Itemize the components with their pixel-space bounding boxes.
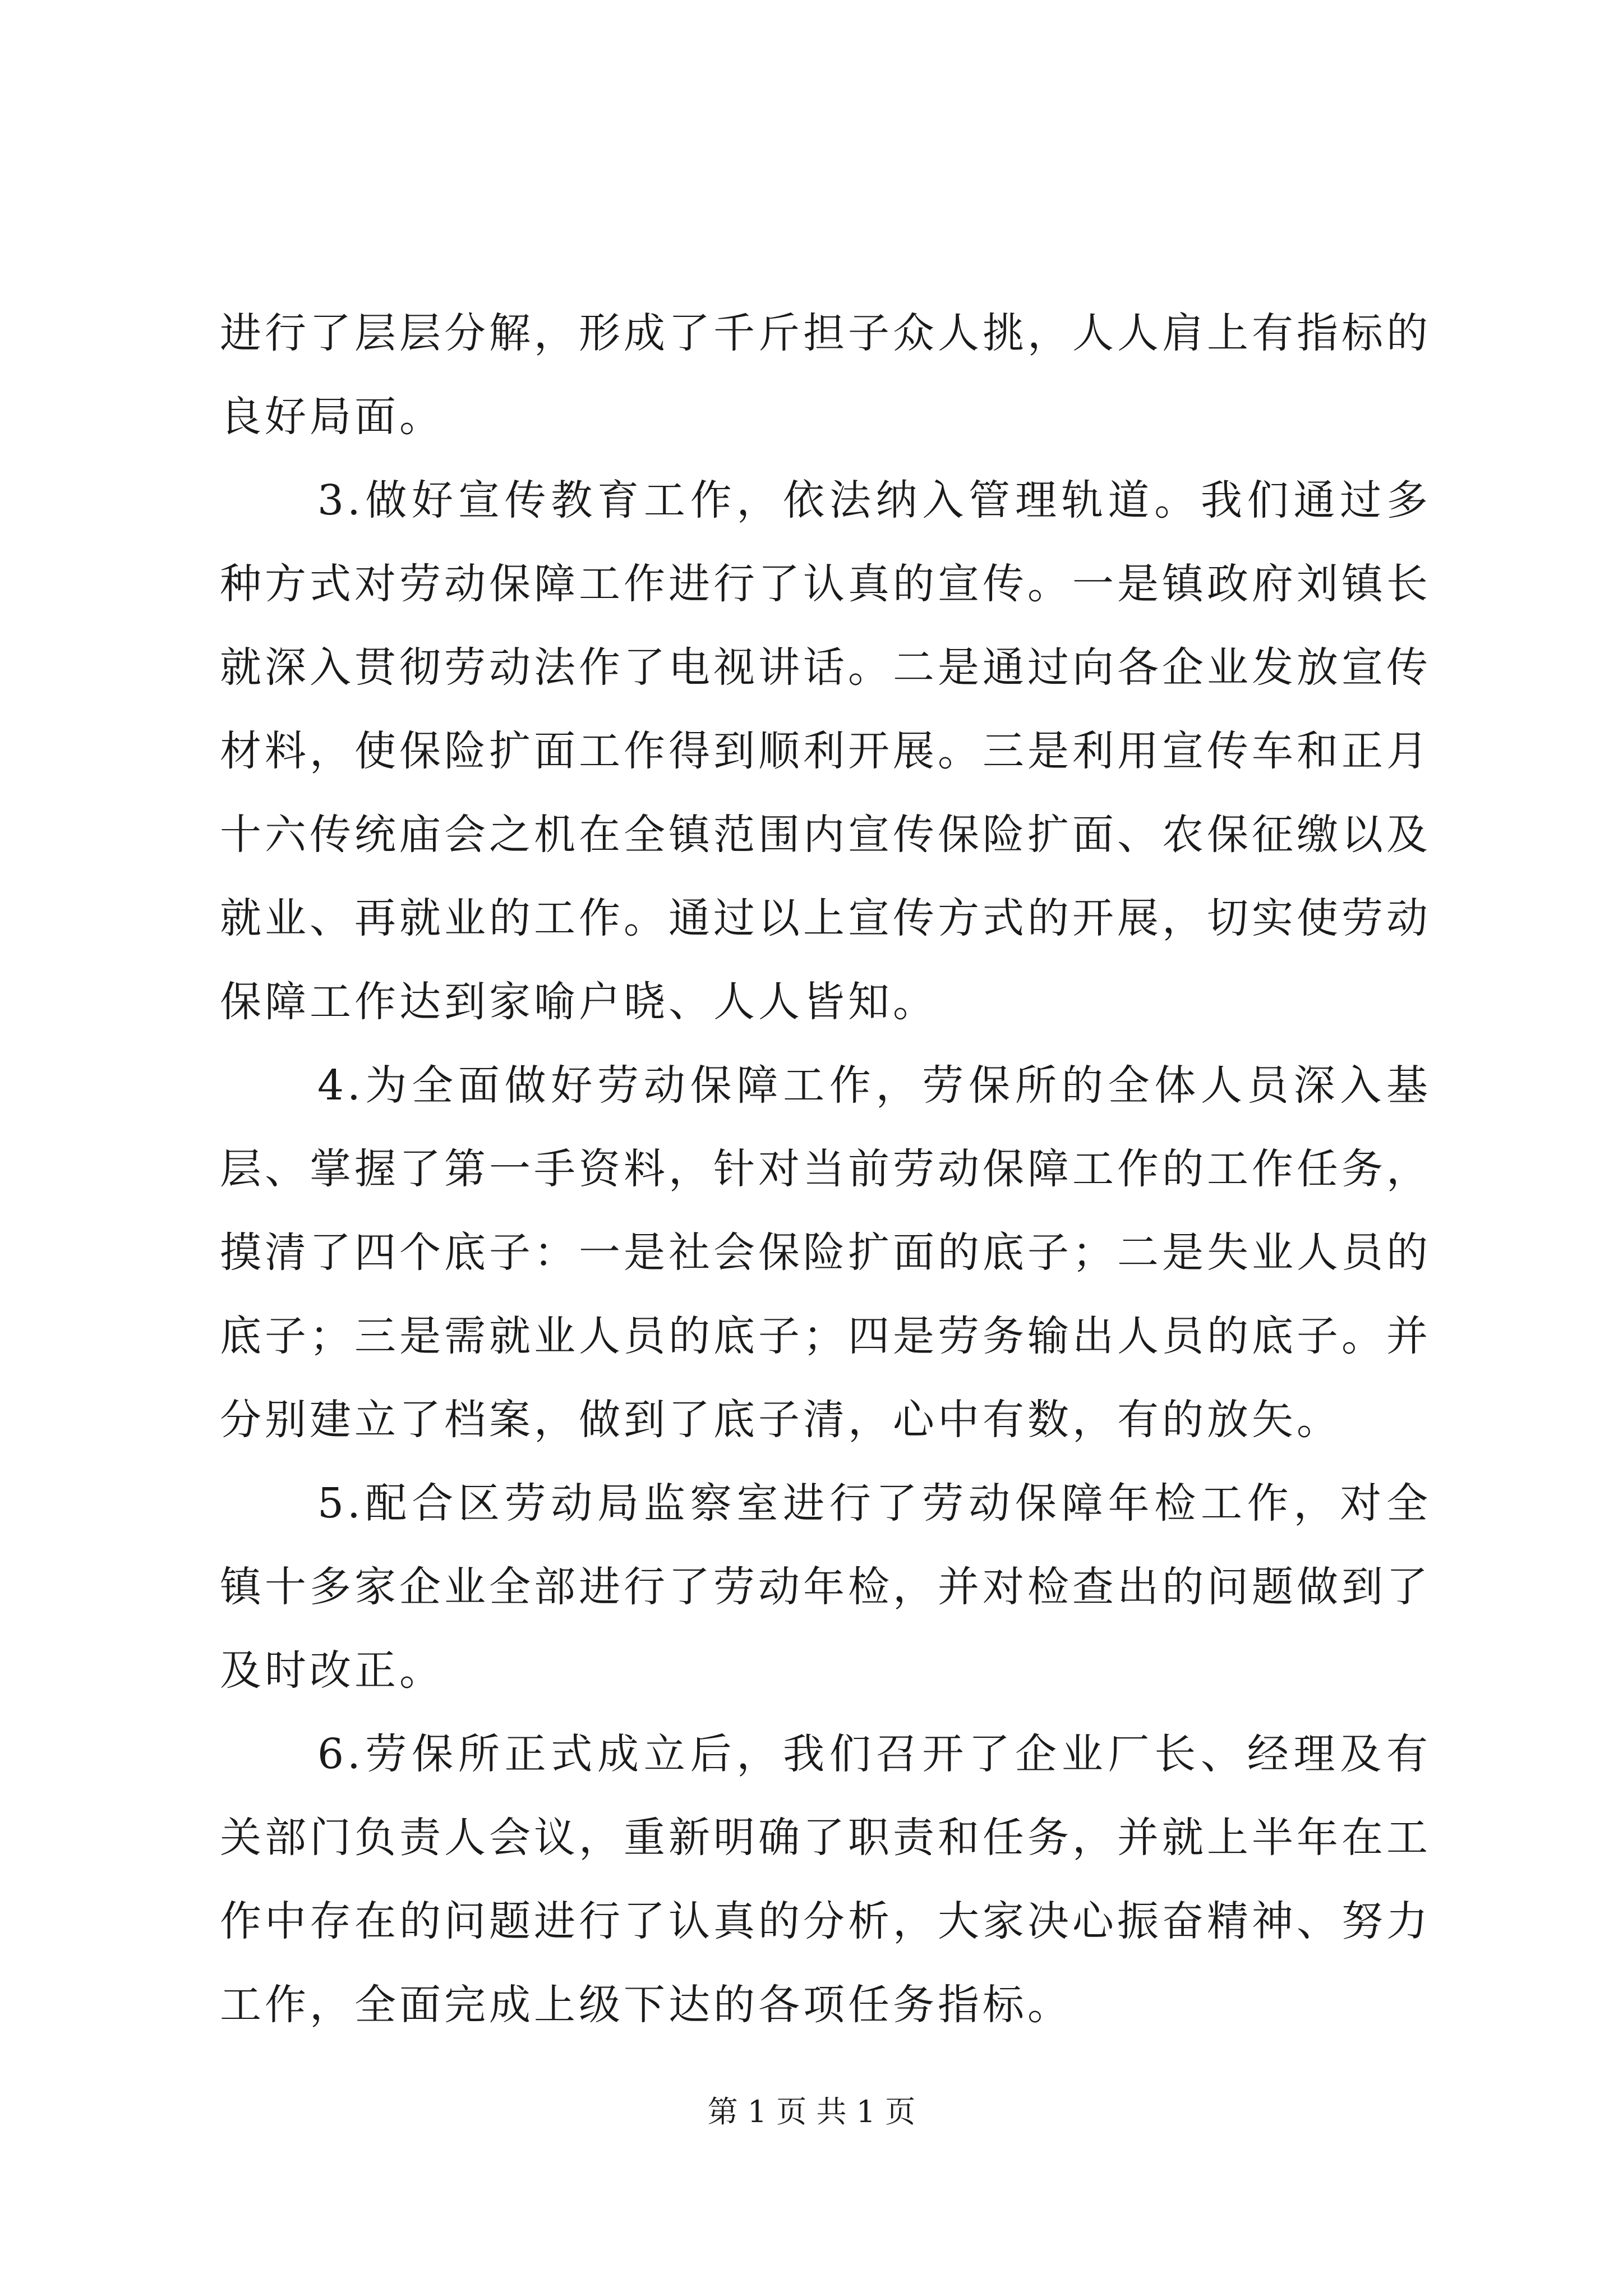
paragraph-item-4: 4.为全面做好劳动保障工作，劳保所的全体人员深入基层、掌握了第一手资料，针对当前劳动保障工作的工作任务，摸清了四个底子：一是社会保险扩面的底子；二是失业人员的底子；三是需就业人员的底子；四是劳务输出人员的底子。并分别建立了档案，做到了底子清，心中有数，有的放矢。 — [220, 1061, 1431, 1444]
paragraph-continuation: 进行了层层分解，形成了千斤担子众人挑，人人肩上有指标的良好局面。 — [220, 309, 1431, 441]
paragraph-item-5: 5.配合区劳动局监察室进行了劳动保障年检工作，对全镇十多家企业全部进行了劳动年检，并对检查出的问题做到了及时改正。 — [220, 1479, 1431, 1695]
paragraph-item-3: 3.做好宣传教育工作，依法纳入管理轨道。我们通过多种方式对劳动保障工作进行了认真的宣传。一是镇政府刘镇长就深入贯彻劳动法作了电视讲话。二是通过向各企业发放宣传材料，使保险扩面工作得到顺利开展。三是利用宣传车和正月十六传统庙会之机在全镇范围内宣传保险扩面、农保征缴以及就业、再就业的工作。通过以上宣传方式的开展，切实使劳动保障工作达到家喻户晓、人人皆知。 — [220, 476, 1431, 1026]
page-footer: 第 1 页 共 1 页 — [707, 2094, 916, 2129]
document-body — [220, 292, 1431, 2047]
paragraph-item-6: 6.劳保所正式成立后，我们召开了企业厂长、经理及有关部门负责人会议，重新明确了职责和任务，并就上半年在工作中存在的问题进行了认真的分析，大家决心振奋精神、努力工作，全面完成上级下达的各项任务指标。 — [220, 1730, 1431, 2029]
